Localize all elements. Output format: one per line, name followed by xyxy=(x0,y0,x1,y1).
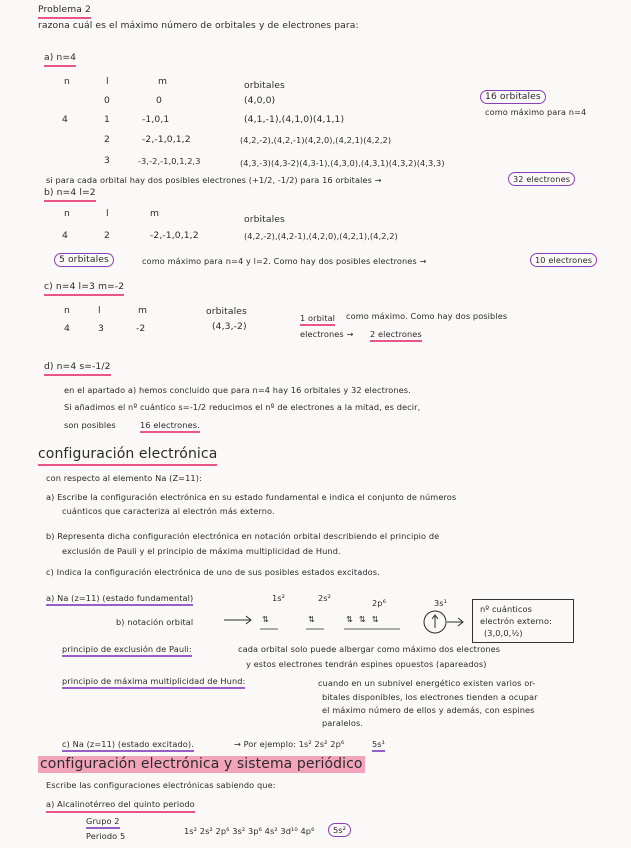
qb-line-2: exclusión de Pauli y el principio de máxima multiplicidad de Hund. xyxy=(62,546,341,556)
box-line-1: nº cuánticos xyxy=(480,604,533,614)
row-n: 4 xyxy=(64,323,70,334)
qb-line-1: b) Representa dicha configuración electrónica en notación orbital describiendo el principio de xyxy=(46,531,440,541)
orb-2s: 2s² xyxy=(318,593,332,603)
orb-2p: 2p⁶ xyxy=(372,598,386,608)
result-circled-2: 10 electrones xyxy=(530,253,597,267)
orbital-box-2s: ⇅ xyxy=(308,614,315,624)
note-rest: como máximo para n=4 xyxy=(485,107,587,117)
periodic-config-circled: 5s² xyxy=(328,823,351,837)
result2-ul: 2 electrones xyxy=(370,328,422,342)
electrons-circled: 32 electrones xyxy=(508,172,575,186)
row-m: -3,-2,-1,0,1,2,3 xyxy=(138,156,201,166)
row-l: 2 xyxy=(104,134,110,145)
periodic-config: 1s² 2s² 2p⁶ 3s² 3p⁶ 4s² 3d¹⁰ 4p⁶ xyxy=(184,826,315,836)
pauli-text-2: y estos electrones tendrán espines opuestos (apareados) xyxy=(246,659,487,669)
hund-label: principio de máxima multiplicidad de Hund: xyxy=(62,675,245,689)
part-d-label: d) n=4 s=-1/2 xyxy=(44,361,111,376)
row-l: 3 xyxy=(104,155,110,166)
row-l: 0 xyxy=(104,95,110,106)
box-line-2: electrón externo: xyxy=(480,616,552,626)
ans-c-rest: → Por ejemplo: 1s² 2s² 2p⁶ xyxy=(234,739,345,749)
row-orb: (4,3,-2) xyxy=(212,321,247,332)
periodo: Periodo 5 xyxy=(86,831,126,841)
orbital-3s-circle xyxy=(422,609,464,635)
hund-text-4: paralelos. xyxy=(322,718,364,728)
hund-text-3: el máximo número de ellos y además, con espines xyxy=(322,705,535,715)
config-title: configuración electrónica xyxy=(38,446,217,466)
result-text: como máximo para n=4 y l=2. Como hay dos posibles electrones → xyxy=(142,256,427,266)
d-line-3-ul: 16 electrones. xyxy=(140,419,200,433)
d-line-2: Si añadimos el nº cuántico s=-1/2 reducimos el nº de electrones a la mitad, es decir, xyxy=(64,402,421,412)
pauli-text-1: cada orbital solo puede albergar como máximo dos electrones xyxy=(238,644,501,654)
orbital-box-2p: ⇅⇅⇅ xyxy=(346,614,385,624)
result1-text: como máximo. Como hay dos posibles xyxy=(346,311,508,321)
pauli-label: principio de exclusión de Pauli: xyxy=(62,643,192,657)
row-orb: (4,2,-2),(4,2-1),(4,2,0),(4,2,1),(4,2,2) xyxy=(244,231,398,241)
ans-a: a) Na (z=11) (estado fundamental) xyxy=(46,592,193,606)
config-intro: con respecto al elemento Na (Z=11): xyxy=(46,473,202,483)
header-l: l xyxy=(98,305,101,316)
header-n: n xyxy=(64,305,70,316)
result-circled: 5 orbitales xyxy=(54,253,114,267)
qc-line: c) Indica la configuración electrónica de uno de sus posibles estados excitados. xyxy=(46,567,380,577)
row-n: 4 xyxy=(62,230,68,241)
periodic-a-label: a) Alcalinotérreo del quinto periodo xyxy=(46,798,195,813)
row-m: -2,-1,0,1,2 xyxy=(150,230,199,241)
problem-prompt: razona cuál es el máximo número de orbitales y de electrones para: xyxy=(38,20,359,31)
result2-text: electrones → xyxy=(300,329,354,339)
ans-c: c) Na (z=11) (estado excitado). xyxy=(62,738,194,752)
d-line-1: en el apartado a) hemos concluido que para n=4 hay 16 orbitales y 32 electrones. xyxy=(64,385,411,395)
part-a-label: a) n=4 xyxy=(44,52,76,67)
ans-c-highlight: 5s¹ xyxy=(372,738,385,752)
header-m: m xyxy=(158,76,168,87)
row-n: 4 xyxy=(62,114,68,125)
note-circled: 16 orbitales xyxy=(480,90,546,104)
ans-b: b) notación orbital xyxy=(116,617,194,627)
part-c-label: c) n=4 l=3 m=-2 xyxy=(44,281,124,296)
header-n: n xyxy=(64,76,70,87)
orb-3s: 3s¹ xyxy=(434,598,448,608)
electrons-line: si para cada orbital hay dos posibles electrones (+1/2, -1/2) para 16 orbitales → xyxy=(46,175,382,185)
row-l: 1 xyxy=(104,114,110,125)
header-l: l xyxy=(106,208,109,219)
row-orb: (4,3,-3)(4,3-2)(4,3-1),(4,3,0),(4,3,1)(4,3,2)(4,3,3) xyxy=(240,158,445,168)
header-n: n xyxy=(64,208,70,219)
result1-ul: 1 orbital xyxy=(300,312,335,326)
periodic-title: configuración electrónica y sistema periódico xyxy=(40,756,363,772)
hund-text-1: cuando en un subnivel energético existen varios or- xyxy=(318,678,536,688)
d-line-3-pre: son posibles xyxy=(64,420,116,430)
row-m: 0 xyxy=(156,95,162,106)
row-orb: (4,2,-2),(4,2,-1)(4,2,0),(4,2,1)(4,2,2) xyxy=(240,135,392,145)
row-l: 2 xyxy=(104,230,110,241)
hund-text-2: bitales disponibles, los electrones tienden a ocupar xyxy=(322,692,538,702)
row-m: -2,-1,0,1,2 xyxy=(142,134,191,145)
header-m: m xyxy=(138,305,148,316)
box-line-3: (3,0,0,½) xyxy=(484,628,523,638)
row-orb: (4,0,0) xyxy=(244,95,276,106)
qa-line-1: a) Escribe la configuración electrónica en su estado fundamental e indica el conjunto de números xyxy=(46,492,457,502)
header-m: m xyxy=(150,208,160,219)
problem-title: Problema 2 xyxy=(38,4,91,19)
grupo: Grupo 2 xyxy=(86,815,120,829)
row-m: -2 xyxy=(136,323,146,334)
header-orbitales: orbitales xyxy=(244,80,285,91)
orb-1s: 1s² xyxy=(272,593,286,603)
header-orbitales: orbitales xyxy=(206,306,247,317)
part-b-label: b) n=4 l=2 xyxy=(44,187,96,202)
header-orbitales: orbitales xyxy=(244,214,285,225)
periodic-intro: Escribe las configuraciones electrónicas sabiendo que: xyxy=(46,780,276,790)
orbital-box-1s: ⇅ xyxy=(262,614,269,624)
orbital-underline xyxy=(260,626,410,632)
row-l: 3 xyxy=(98,323,104,334)
row-orb: (4,1,-1),(4,1,0)(4,1,1) xyxy=(244,114,345,125)
qa-line-2: cuánticos que caracteriza al electrón más externo. xyxy=(62,506,275,516)
arrow-icon xyxy=(224,614,254,626)
header-l: l xyxy=(106,76,109,87)
row-m: -1,0,1 xyxy=(142,114,170,125)
